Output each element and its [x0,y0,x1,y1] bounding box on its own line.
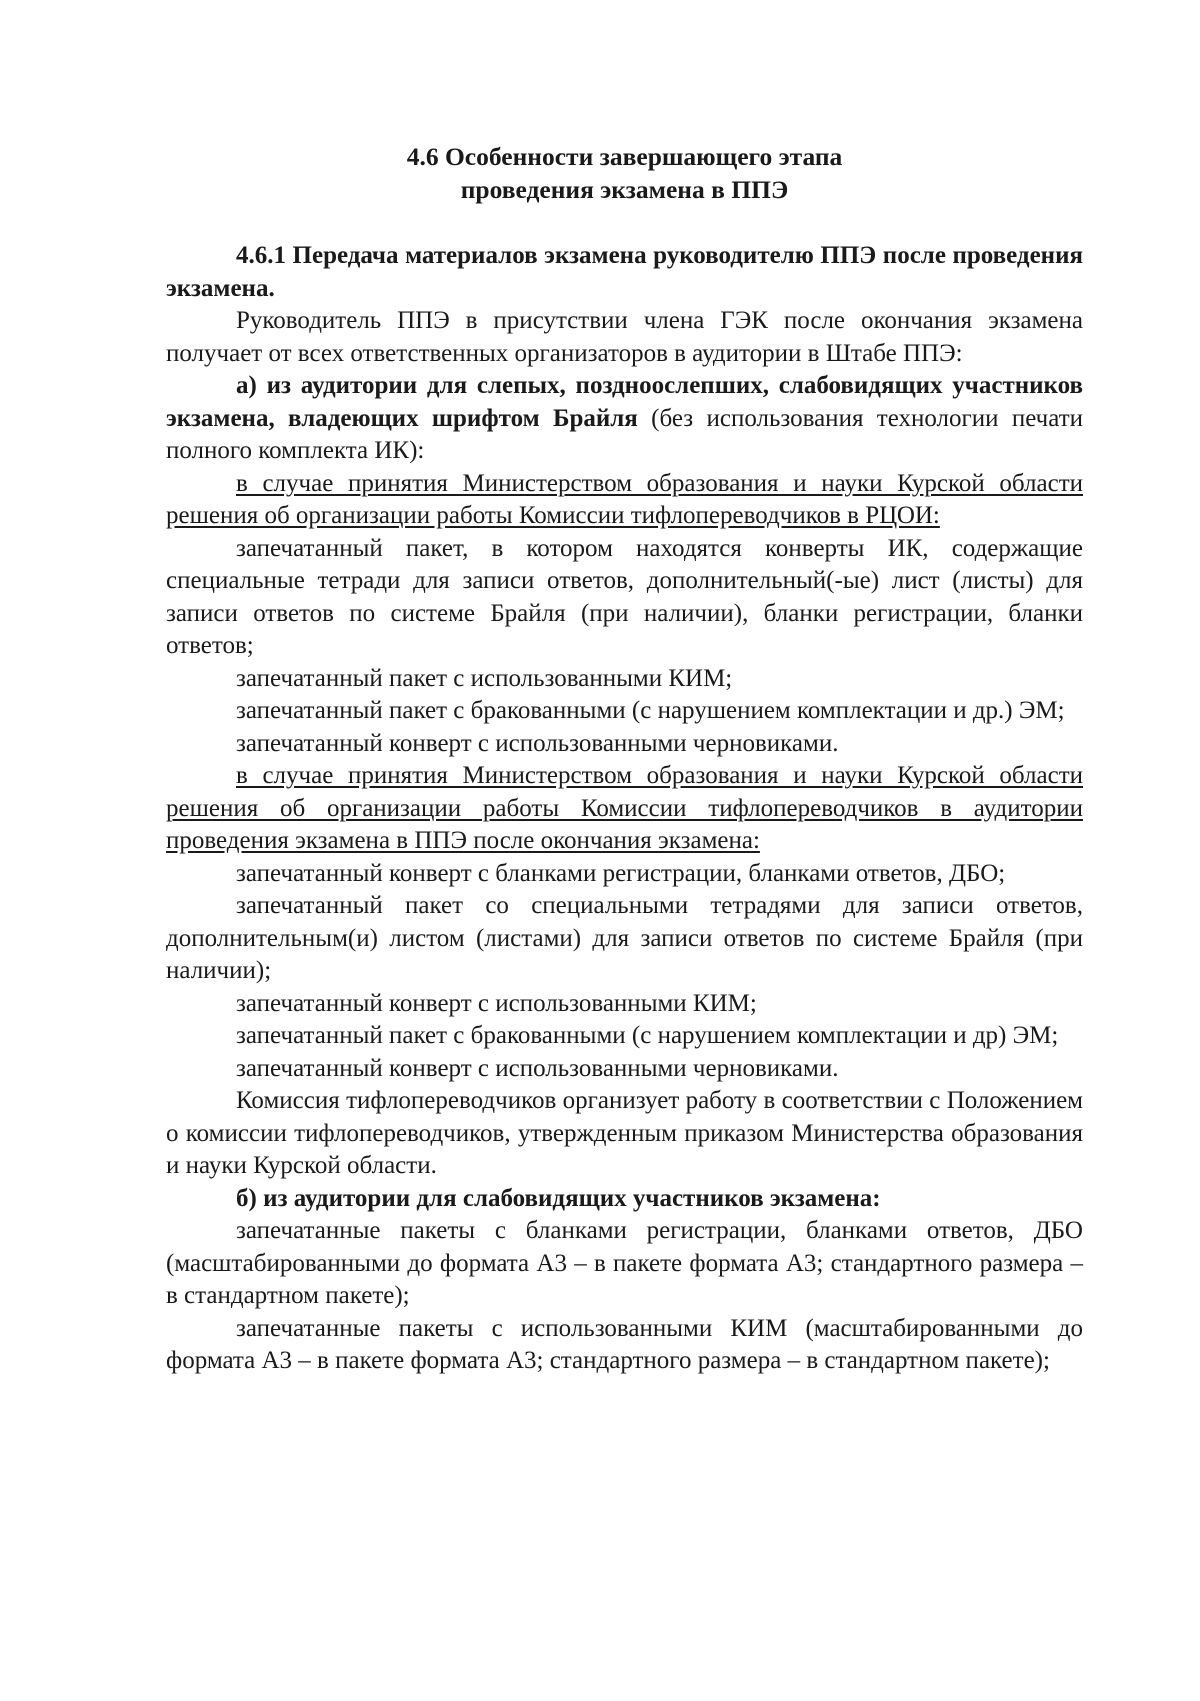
list-item: запечатанный пакет, в котором находятся конверты ИК, содержащие специальные тетради для записи ответов, дополнительный(-ые) лист (листы) для записи ответов по системе Брайля (при наличии), бланки регистрации, бланки ответов; [166,534,1083,659]
section-heading [166,140,1083,206]
condition-rcoi: в случае принятия Министерством образования и науки Курской области решения об организации работы Комиссии тифлопереводчиков в РЦОИ: [166,469,1083,529]
paragraph-item-b: б) из аудитории для слабовидящих участников экзамена: [236,1184,881,1212]
list-item: запечатанный конверт с бланками регистрации, бланками ответов, ДБО; [236,859,1006,887]
list-item: запечатанный конверт с использованными КИМ; [236,989,757,1017]
document-page [166,140,1083,1378]
paragraph-commission: Комиссия тифлопереводчиков организует работу в соответствии с Положением о комиссии тифлопереводчиков, утвержденным приказом Министерства образования и науки Курской области. [166,1087,1083,1179]
item-a-rest-text: (без использования технологии печати полного комплекта ИК): [166,404,1083,464]
list-item: запечатанный пакет с бракованными (с нарушением комплектации и др.) ЭМ; [236,697,1065,724]
condition-auditorium: в случае принятия Министерством образования и науки Курской области решения об организации работы Комиссии тифлопереводчиков в аудитории проведения экзамена в ППЭ после окончания экзамена: [166,762,1083,854]
list-item: запечатанный пакет с бракованными (с нарушением комплектации и др) ЭМ; [236,1022,1059,1049]
section-title-line-2: проведения экзамена в ППЭ [460,175,789,204]
section-title-line-1: 4.6 Особенности завершающего этапа [406,142,843,171]
list-item: запечатанный конверт с использованными черновиками. [236,1054,839,1082]
paragraph-item-a [166,370,1083,468]
list-item: запечатанный пакет со специальными тетрадями для записи ответов, дополнительным(и) листом (листами) для записи ответов по системе Брайля (при наличии); [166,892,1083,984]
list-item: запечатанный конверт с использованными черновиками. [236,729,839,757]
paragraph-intro: Руководитель ППЭ в присутствии члена ГЭК после окончания экзамена получает от всех ответственных организаторов в аудитории в Штабе ППЭ: [166,307,1083,367]
list-item: запечатанный пакет с использованными КИМ; [236,664,733,692]
list-item: запечатанные пакеты с бланками регистрации, бланками ответов, ДБО (масштабированными до формата А3 – в пакете формата А3; стандартного размера – в стандартном пакете); [166,1217,1083,1309]
list-item: запечатанные пакеты с использованными КИМ (масштабированными до формата А3 – в пакете формата А3; стандартного размера – в стандартном пакете); [166,1314,1083,1374]
item-a-bold-text: а) из аудитории для слепых, поздноослепших, слабовидящих участников экзамена, владеющих шрифтом Брайля [166,372,1083,432]
subsection-heading: 4.6.1 Передача материалов экзамена руководителю ППЭ после проведения экзамена. [166,242,1083,302]
